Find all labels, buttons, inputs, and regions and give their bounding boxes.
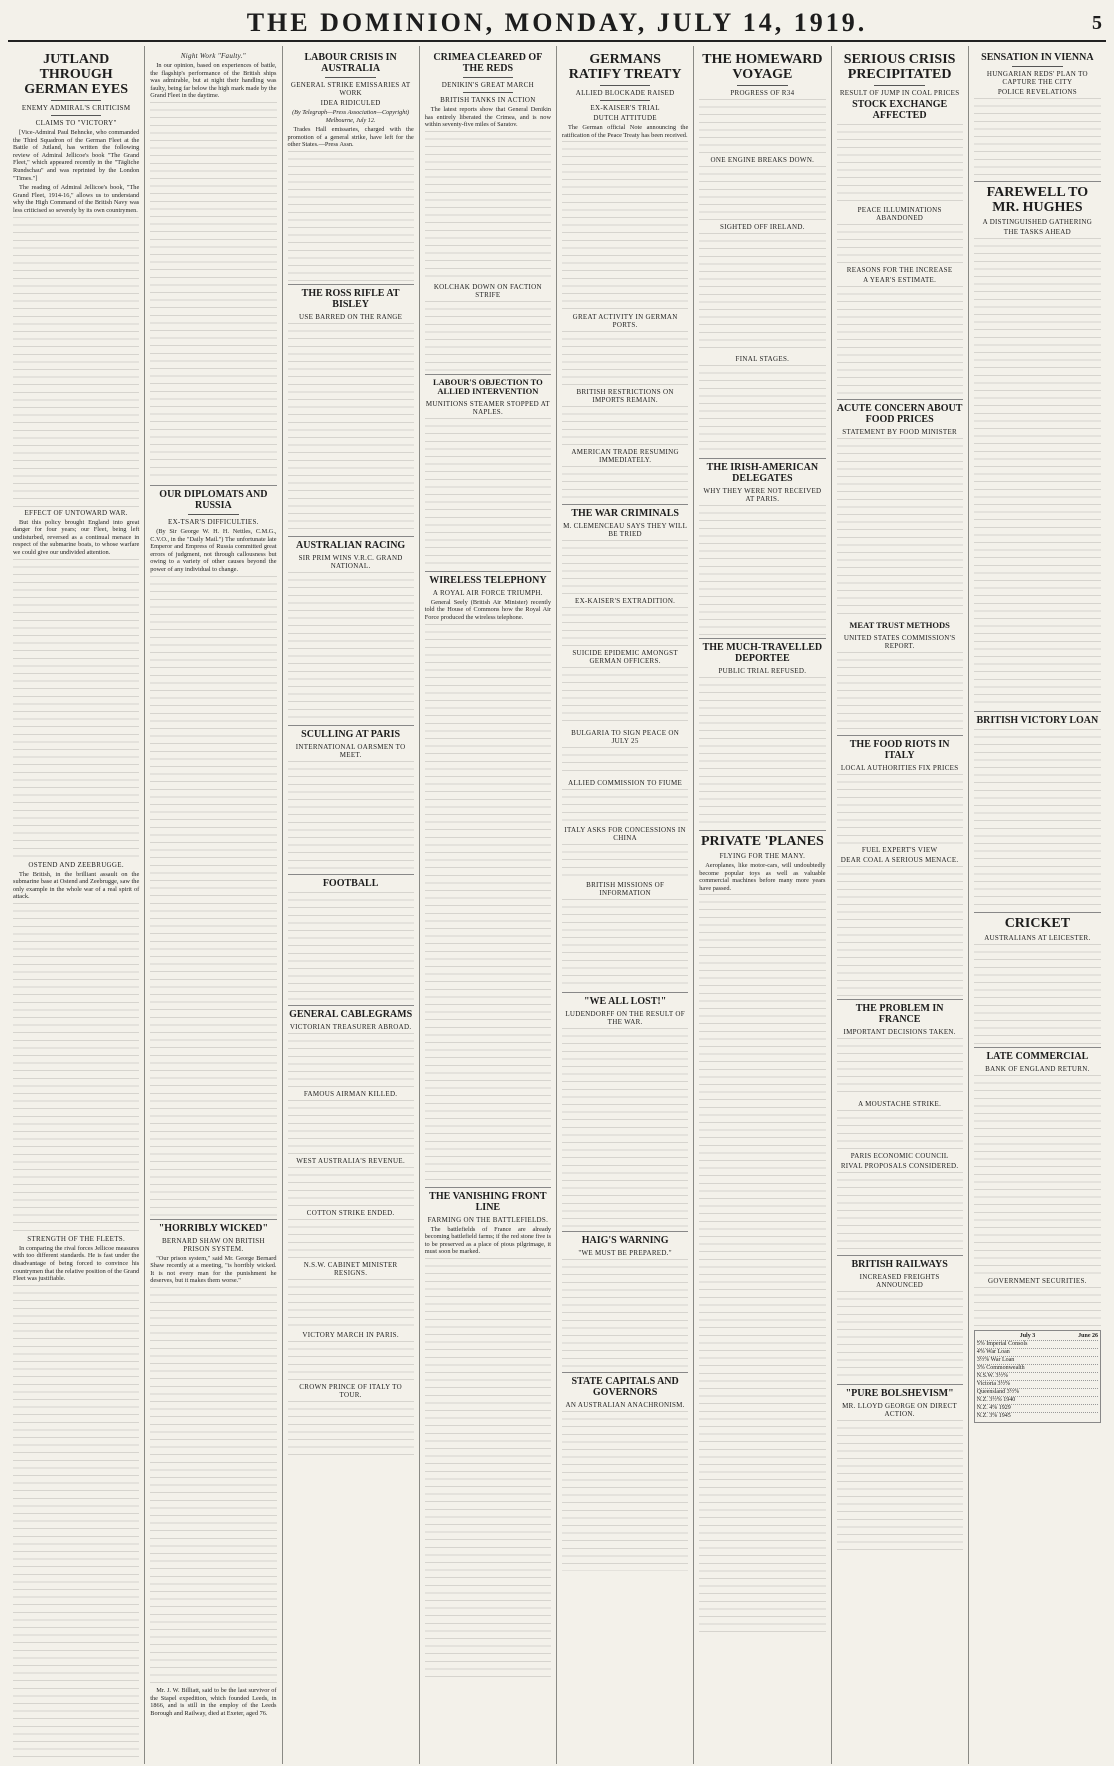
headline: LATE COMMERCIAL xyxy=(986,1051,1089,1062)
divider xyxy=(288,1005,414,1006)
divider xyxy=(562,992,688,993)
article-text-block xyxy=(562,1259,688,1369)
subheading: AMERICAN TRADE RESUMING IMMEDIATELY. xyxy=(571,448,679,465)
article-text-block xyxy=(288,1401,414,1461)
subheading: CLAIMS TO "VICTORY" xyxy=(35,119,117,127)
subheading: A YEAR'S ESTIMATE. xyxy=(863,276,937,284)
table-cell: N.Z. 3½% 1940 xyxy=(976,1397,1016,1403)
article-text-block xyxy=(288,1341,414,1381)
divider xyxy=(837,399,963,400)
subheading: STATEMENT BY FOOD MINISTER xyxy=(842,428,958,436)
subheading: DUTCH ATTITUDE xyxy=(593,114,657,122)
divider xyxy=(463,92,514,93)
divider xyxy=(837,735,963,736)
subheading: AN AUSTRALIAN ANACHRONISM. xyxy=(565,1401,685,1410)
article-text-block xyxy=(837,1291,963,1381)
column-5 xyxy=(557,46,694,1764)
subheading: Night Work "Faulty." xyxy=(180,52,246,60)
article-text-block xyxy=(974,1075,1101,1275)
article-text: [Vice-Admiral Paul Behncke, who commanded the Third Squadron of the German Fleet at the Battle of Jutland, has written the following review of Admiral Jellicoe's book "The Grand Fleet," which appeared recently in the "Tägliche Rundschau" and was reprinted by the London "Times."] xyxy=(13,129,140,182)
divider xyxy=(974,1047,1101,1048)
subheading: A MOUSTACHE STRIKE. xyxy=(858,1100,942,1108)
article-text-block xyxy=(562,899,688,989)
table-cell: 3% Commonwealth xyxy=(976,1365,1025,1371)
column-8 xyxy=(969,46,1106,1764)
article-text-block xyxy=(699,894,825,1634)
subheading: FARMING ON THE BATTLEFIELDS. xyxy=(427,1215,549,1224)
masthead xyxy=(8,6,1106,42)
table-cell: Queensland 3½% xyxy=(976,1389,1020,1395)
article-text-block xyxy=(699,677,825,827)
subheading: FINAL STAGES. xyxy=(735,355,790,363)
headline: THE PROBLEM IN FRANCE xyxy=(855,1003,944,1025)
subheading: A DISTINGUISHED GATHERING xyxy=(982,218,1093,226)
article-text-block xyxy=(837,124,963,204)
article-text-block xyxy=(288,892,414,1002)
divider xyxy=(150,485,276,486)
headline: SERIOUS CRISIS PRECIPITATED xyxy=(843,52,956,82)
divider xyxy=(600,85,651,86)
article-text-block xyxy=(562,141,688,311)
article-text-block xyxy=(288,1279,414,1329)
headline: THE MUCH-TRAVELLED DEPORTEE xyxy=(702,642,823,664)
article-text: In our opinion, based on experiences of battle, the flagship's performance of the British ships was admirable, but at night their handling was faulty, being far below the high mark made by the Grand Fleet in the daytime. xyxy=(150,62,277,100)
article-text-block xyxy=(288,1100,414,1155)
subheading: SIGHTED OFF IRELAND. xyxy=(720,223,805,231)
article-text: Trades Hall emissaries, charged with the promotion of a general strike, have left for the other States.—Press Assn. xyxy=(287,126,414,149)
subheading: N.S.W. CABINET MINISTER RESIGNS. xyxy=(303,1260,398,1277)
subheading: GREAT ACTIVITY IN GERMAN PORTS. xyxy=(572,313,678,330)
subheading: HUNGARIAN REDS' PLAN TO CAPTURE THE CITY xyxy=(986,70,1088,86)
subheading: "WE MUST BE PREPARED." xyxy=(578,1249,672,1258)
article-text: The British, in the brilliant assault on the submarine base at Ostend and Zeebrugge, saw the only example in the whole war of a real spirit of attack. xyxy=(13,870,140,901)
article-text-block xyxy=(837,774,963,844)
article-text-block xyxy=(562,607,688,647)
table-row xyxy=(977,1373,1098,1381)
divider xyxy=(288,536,414,537)
subheading: POLICE REVELATIONS xyxy=(997,88,1077,96)
article-text: Aeroplanes, like motor-cars, will undoubtedly become popular toys as well as valuable commercial machines before many more years have passed. xyxy=(699,862,826,892)
headline: FAREWELL TO MR. HUGHES xyxy=(986,185,1089,215)
column-2 xyxy=(145,46,282,1764)
table-row xyxy=(977,1365,1098,1373)
article-text-block xyxy=(562,466,688,501)
article-text: The reading of Admiral Jellicoe's book, "The Grand Fleet, 1914-16," allows us to understand why the High Command of the British Navy was less criticised so severely by its own countrymen. xyxy=(13,184,140,214)
subheading: EX-KAISER'S TRIAL xyxy=(590,104,660,112)
subheading: PROGRESS OF R34 xyxy=(730,89,795,97)
subheading: ENEMY ADMIRAL'S CRITICISM xyxy=(21,104,131,112)
subheading: IMPORTANT DECISIONS TAKEN. xyxy=(843,1028,956,1036)
article-text-block xyxy=(150,102,276,482)
headline: STATE CAPITALS AND GOVERNORS xyxy=(571,1376,679,1399)
divider xyxy=(699,638,825,639)
divider xyxy=(974,711,1101,712)
article-text-block xyxy=(425,1258,551,1678)
article-text: (By Sir George W. H. H. Nettles, C.M.G., C.V.O., in the "Daily Mail.") The unfortunate late Emperor and Empress of Russia committed great errors of judgment, not through callousness but owing to a variety of other causes beyond the power of any individual to change. xyxy=(150,527,277,573)
article-text-block xyxy=(288,761,414,871)
headline: AUSTRALIAN RACING xyxy=(296,539,406,551)
headline: SCULLING AT PARIS xyxy=(301,728,401,740)
article-text: Mr. J. W. Billiatt, said to be the last survivor of the Stapel expedition, which founded Leeds, in 1866, and is still in the employ of the Leeds Borough and Railway, died at Exeter, aged 76. xyxy=(150,1686,277,1717)
subheading: BRITISH TANKS IN ACTION xyxy=(440,96,536,104)
article-text: The battlefields of France are already becoming battlefield farms; if the red stone five is to be preserved as a place of pious pilgrimage, it must soon be marked. xyxy=(424,1225,551,1256)
table-row xyxy=(977,1413,1098,1420)
article-text: In comparing the rival forces Jellicoe measures with too different standards. He is fast under the disadvantage of being forced to convince his countrymen that the relative position of the Grand Fleet was justifiable. xyxy=(13,1244,140,1283)
article-text-block xyxy=(699,166,825,221)
article-text-block xyxy=(562,747,688,777)
subheading: BERNARD SHAW ON BRITISH PRISON SYSTEM. xyxy=(161,1236,265,1253)
table-cell: June 26 xyxy=(1078,1333,1098,1339)
article-text-block xyxy=(13,559,139,859)
article-text-block xyxy=(837,224,963,264)
article-text-block xyxy=(13,1285,139,1764)
article-text-block xyxy=(837,652,963,732)
subheading: GOVERNMENT SECURITIES. xyxy=(988,1277,1087,1285)
article-text: But this policy brought England into great danger for four years; our Fleet, being left undisturbed, reversed as a continual menace in respect of the submarine boats, to whose warfare we could give our undivided attention. xyxy=(13,518,140,556)
headline: THE WAR CRIMINALS xyxy=(571,508,679,520)
article-text-block xyxy=(288,323,414,533)
headline: SENSATION IN VIENNA xyxy=(981,52,1094,63)
article-text-block xyxy=(562,331,688,386)
headline: LABOUR CRISIS IN AUSTRALIA xyxy=(304,52,397,74)
subheading: BRITISH RESTRICTIONS ON IMPORTS REMAIN. xyxy=(576,388,674,405)
divider xyxy=(288,284,414,285)
article-text-block xyxy=(974,944,1101,1044)
subheading: MR. LLOYD GEORGE ON DIRECT ACTION. xyxy=(842,1402,958,1418)
table-row xyxy=(977,1405,1098,1413)
subheading: INCREASED FREIGHTS ANNOUNCED xyxy=(859,1273,940,1289)
table-row xyxy=(977,1357,1098,1365)
article-text-block xyxy=(288,572,414,722)
subheading: EFFECT OF UNTOWARD WAR. xyxy=(24,508,128,517)
article-text-block xyxy=(699,365,825,455)
article-text: "Our prison system," said Mr. George Bernard Shaw recently at a meeting, "is horribly wicked. It is not every man for the punishment he deserves, but it makes them worse." xyxy=(150,1254,277,1285)
headline: BRITISH RAILWAYS xyxy=(851,1259,948,1270)
subheading: ALLIED COMMISSION TO FIUME xyxy=(568,779,683,788)
subheading: KOLCHAK DOWN ON FACTION STRIFE xyxy=(433,282,542,299)
article-text-block xyxy=(562,406,688,446)
subheading: FLYING FOR THE MANY. xyxy=(719,852,806,860)
subheading: THE TASKS AHEAD xyxy=(1003,228,1071,236)
subheading: GENERAL STRIKE EMISSARIES AT WORK xyxy=(290,81,411,97)
article-text-block xyxy=(974,238,1101,708)
securities-table xyxy=(974,1330,1101,1423)
table-row xyxy=(977,1389,1098,1397)
table-cell: 3½% War Loan xyxy=(976,1357,1015,1363)
headline: BRITISH VICTORY LOAN xyxy=(976,715,1099,726)
headline: MEAT TRUST METHODS xyxy=(849,620,950,630)
headline: JUTLAND THROUGH GERMAN EYES xyxy=(24,52,129,97)
article-text-block xyxy=(837,1420,963,1550)
article-text-block xyxy=(562,789,688,824)
subheading: REASONS FOR THE INCREASE xyxy=(846,266,953,274)
article-text-block xyxy=(425,301,551,371)
article-text-block xyxy=(837,866,963,996)
article-text-block xyxy=(699,233,825,353)
divider xyxy=(188,514,239,515)
subheading: SIR PRIM WINS V.R.C. GRAND NATIONAL. xyxy=(298,553,403,570)
table-row xyxy=(977,1381,1098,1389)
subheading: OSTEND AND ZEEBRUGGE. xyxy=(28,860,124,869)
subheading: UNITED STATES COMMISSION'S REPORT. xyxy=(843,634,956,650)
headline: ACUTE CONCERN ABOUT FOOD PRICES xyxy=(836,403,963,425)
subheading: ONE ENGINE BREAKS DOWN. xyxy=(710,156,815,164)
headline: THE ROSS RIFLE AT BISLEY xyxy=(301,287,400,310)
article-text-block xyxy=(13,217,139,507)
column-7 xyxy=(832,46,969,1764)
article-text-block xyxy=(13,903,139,1233)
article-text-block xyxy=(974,98,1101,178)
subheading: FUEL EXPERT'S VIEW xyxy=(861,846,938,854)
headline: FOOTBALL xyxy=(322,877,379,889)
headline: HAIG'S WARNING xyxy=(581,1235,669,1247)
table-cell: 4% War Loan xyxy=(976,1349,1010,1355)
headline: "WE ALL LOST!" xyxy=(584,996,667,1008)
article-text-block xyxy=(562,540,688,595)
headline: CRIMEA CLEARED OF THE REDS xyxy=(433,52,543,74)
table-row xyxy=(977,1349,1098,1357)
table-cell: July 3 xyxy=(1019,1333,1036,1339)
article-text-block xyxy=(837,1172,963,1252)
article-text-block xyxy=(974,729,1101,909)
subheading: AUSTRALIANS AT LEICESTER. xyxy=(984,934,1091,942)
divider xyxy=(425,374,551,375)
headline: "PURE BOLSHEVISM" xyxy=(845,1388,954,1399)
subheading: BULGARIA TO SIGN PEACE ON JULY 25 xyxy=(571,729,680,746)
table-cell: Victoria 3½% xyxy=(976,1381,1011,1387)
divider xyxy=(874,85,925,86)
subheading: SUICIDE EPIDEMIC AMONGST GERMAN OFFICERS. xyxy=(572,649,678,666)
article-text-block xyxy=(288,1219,414,1259)
headline: CRICKET xyxy=(1004,916,1071,931)
headline: STOCK EXCHANGE AFFECTED xyxy=(852,99,948,121)
table-header xyxy=(977,1333,1098,1341)
dateline: (By Telegraph—Press Association—Copyright) Melbourne, July 12. xyxy=(292,109,410,124)
divider xyxy=(600,100,651,101)
article-text-block xyxy=(425,131,551,281)
columns xyxy=(8,46,1106,1764)
article-text-block xyxy=(699,99,825,154)
divider xyxy=(1012,66,1063,67)
table-cell: N.S.W. 3½% xyxy=(976,1373,1009,1379)
subheading: LUDENDORFF ON THE RESULT OF THE WAR. xyxy=(565,1010,685,1027)
headline: THE FOOD RIOTS IN ITALY xyxy=(849,739,950,761)
subheading: WHY THEY WERE NOT RECEIVED AT PARIS. xyxy=(703,487,822,503)
headline: "HORRIBLY WICKED" xyxy=(158,1222,269,1234)
divider xyxy=(425,1187,551,1188)
divider xyxy=(150,1219,276,1220)
headline: GENERAL CABLEGRAMS xyxy=(289,1008,413,1020)
subheading: PARIS ECONOMIC COUNCIL xyxy=(850,1152,949,1160)
subheading: A ROYAL AIR FORCE TRIUMPH. xyxy=(432,588,543,597)
divider xyxy=(425,571,551,572)
subheading: PEACE ILLUMINATIONS ABANDONED xyxy=(857,206,942,222)
article-text-block xyxy=(425,418,551,568)
subheading: COTTON STRIKE ENDED. xyxy=(306,1208,395,1217)
subheading: ITALY ASKS FOR CONCESSIONS IN CHINA xyxy=(564,826,686,843)
divider xyxy=(974,912,1101,913)
article-text-block xyxy=(974,1287,1101,1327)
headline: LABOUR'S OBJECTION TO ALLIED INTERVENTION xyxy=(433,376,543,397)
divider xyxy=(737,85,788,86)
masthead-title: THE DOMINION, MONDAY, JULY 14, 1919. xyxy=(246,8,868,37)
divider xyxy=(51,100,102,101)
article-text: The German official Note announcing the ratification of the Peace Treaty has been received. xyxy=(562,124,689,139)
subheading: RIVAL PROPOSALS CONSIDERED. xyxy=(840,1162,959,1170)
subheading: VICTORY MARCH IN PARIS. xyxy=(302,1330,399,1339)
article-text-block xyxy=(837,438,963,618)
divider xyxy=(325,77,376,78)
subheading: USE BARRED ON THE RANGE xyxy=(299,312,403,321)
article-text-block xyxy=(562,1411,688,1571)
page-number: 5 xyxy=(1092,11,1102,34)
divider xyxy=(699,830,825,831)
subheading: BANK OF ENGLAND RETURN. xyxy=(985,1065,1090,1073)
subheading: EX-KAISER'S EXTRADITION. xyxy=(575,597,676,606)
article-text-block xyxy=(837,1110,963,1150)
table-row xyxy=(977,1397,1098,1405)
subheading: IDEA RIDICULED xyxy=(320,99,381,107)
divider xyxy=(562,504,688,505)
divider xyxy=(699,458,825,459)
subheading: ALLIED BLOCKADE RAISED xyxy=(575,89,675,97)
table-cell: N.Z. 3% 1945 xyxy=(976,1413,1011,1419)
article-text-block xyxy=(150,576,276,1216)
subheading: MUNITIONS STEAMER STOPPED AT NAPLES. xyxy=(425,399,550,416)
column-4 xyxy=(420,46,557,1764)
divider xyxy=(837,999,963,1000)
article-text-block xyxy=(837,1038,963,1098)
article-text-block xyxy=(150,1287,276,1687)
subheading: RESULT OF JUMP IN COAL PRICES xyxy=(839,89,960,97)
article-text-block xyxy=(837,286,963,396)
article-text: General Seely (British Air Minister) recently told the House of Commons how the Royal Air Force produced the wireless telephone. xyxy=(424,598,551,621)
headline: GERMANS RATIFY TREATY xyxy=(568,52,682,82)
divider xyxy=(562,1231,688,1232)
subheading: PUBLIC TRIAL REFUSED. xyxy=(718,667,807,675)
headline: THE IRISH-AMERICAN DELEGATES xyxy=(706,462,819,484)
subheading: CROWN PRINCE OF ITALY TO TOUR. xyxy=(299,1382,402,1399)
article-text-block xyxy=(288,1033,414,1088)
divider xyxy=(51,115,102,116)
article-text-block xyxy=(562,1028,688,1228)
subheading: FAMOUS AIRMAN KILLED. xyxy=(303,1089,398,1098)
divider xyxy=(837,1255,963,1256)
article-text-block xyxy=(288,1167,414,1207)
subheading: INTERNATIONAL OARSMEN TO MEET. xyxy=(295,742,406,759)
table-cell: 5% Imperial Consols xyxy=(976,1341,1028,1347)
subheading: DEAR COAL A SERIOUS MENACE. xyxy=(840,856,959,864)
divider xyxy=(288,874,414,875)
headline: THE VANISHING FRONT LINE xyxy=(429,1190,547,1213)
article-text-block xyxy=(425,624,551,1184)
divider xyxy=(288,725,414,726)
article-text-block xyxy=(562,667,688,727)
subheading: WEST AUSTRALIA'S REVENUE. xyxy=(296,1156,406,1165)
subheading: STRENGTH OF THE FLEETS. xyxy=(27,1234,126,1243)
headline: THE HOMEWARD VOYAGE xyxy=(702,52,823,82)
article-text-block xyxy=(562,844,688,879)
divider xyxy=(837,1384,963,1385)
divider xyxy=(974,181,1101,182)
divider xyxy=(463,77,514,78)
article-text: The latest reports show that General Denikin has entirely liberated the Crimea, and is now within seventy-five miles of Saratov. xyxy=(424,106,551,129)
headline: PRIVATE 'PLANES xyxy=(700,834,824,849)
headline: WIRELESS TELEPHONY xyxy=(429,574,547,586)
subheading: EX-TSAR'S DIFFICULTIES. xyxy=(168,517,259,526)
column-3 xyxy=(283,46,420,1764)
subheading: M. CLEMENCEAU SAYS THEY WILL BE TRIED xyxy=(563,522,688,539)
article-text-block xyxy=(288,151,414,281)
subheading: DENIKIN'S GREAT MARCH xyxy=(441,81,534,89)
headline: OUR DIPLOMATS AND RUSSIA xyxy=(159,488,268,511)
divider xyxy=(562,1372,688,1373)
subheading: LOCAL AUTHORITIES FIX PRICES xyxy=(840,764,959,772)
subheading: VICTORIAN TREASURER ABROAD. xyxy=(289,1022,412,1031)
column-6 xyxy=(694,46,831,1764)
article-text-block xyxy=(699,505,825,635)
table-row xyxy=(977,1341,1098,1349)
subheading: BRITISH MISSIONS OF INFORMATION xyxy=(586,881,665,898)
column-1 xyxy=(8,46,145,1764)
table-cell: N.Z. 4% 1929 xyxy=(976,1405,1011,1411)
